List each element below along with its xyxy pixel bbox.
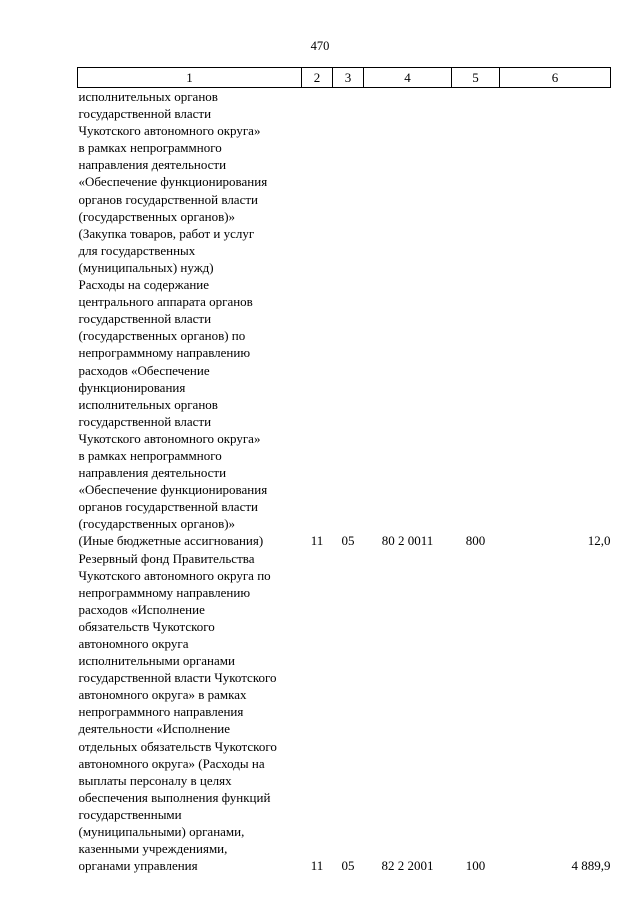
table-row bbox=[78, 88, 611, 550]
row-section: 11 bbox=[310, 858, 324, 874]
page-number: 470 bbox=[310, 39, 330, 53]
row-section: 11 bbox=[310, 533, 324, 549]
row-amount: 12,0 bbox=[587, 533, 611, 549]
row-description: Резервный фонд Правительства Чукотского автономного округа по непрограммному направлению расходов «Исполнение обязательств Чукотского автономного округа исполнительными органами государственной власти Чукотского автономного округа» в рамках непрограммного направления деятельности «Исполнение отдельных обязательств Чукотского автономного округа» (Расходы на выплаты персоналу в целях обеспечения выполнения функций государственными (муниципальными) органами, казенными учреждениями, органами управления bbox=[78, 550, 277, 874]
row-expense-type: 100 bbox=[465, 858, 486, 874]
budget-table bbox=[77, 67, 611, 874]
row-expense-type: 800 bbox=[465, 533, 486, 549]
row-amount: 4 889,9 bbox=[571, 858, 611, 874]
column-header-2: 2 bbox=[302, 68, 333, 88]
column-header-6: 6 bbox=[500, 68, 611, 88]
row-subsection: 05 bbox=[341, 533, 355, 549]
row-target-article: 82 2 2001 bbox=[381, 858, 434, 874]
column-header-4: 4 bbox=[364, 68, 452, 88]
column-header-1: 1 bbox=[78, 68, 302, 88]
table-row bbox=[78, 550, 611, 875]
column-header-3: 3 bbox=[333, 68, 364, 88]
row-subsection: 05 bbox=[341, 858, 355, 874]
row-description: исполнительных органов государственной власти Чукотского автономного округа» в рамках непрограммного направления деятельности «Обеспечение функционирования органов государственной власти (государственных органов)» (Закупка товаров, работ и услуг для государственных (муниципальных) нужд) Расходы на содержание центрального аппарата органов государственной власти (государственных органов) по непрограммному направлению расходов «Обеспечение функционирования исполнительных органов государственной власти Чукотского автономного округа» в рамках непрограммного направления деятельности «Обеспечение функционирования органов государственной власти (государственных органов)» (Иные бюджетные ассигнования) bbox=[78, 89, 268, 549]
column-number-row bbox=[78, 68, 611, 88]
row-target-article: 80 2 0011 bbox=[381, 533, 434, 549]
column-header-5: 5 bbox=[452, 68, 500, 88]
